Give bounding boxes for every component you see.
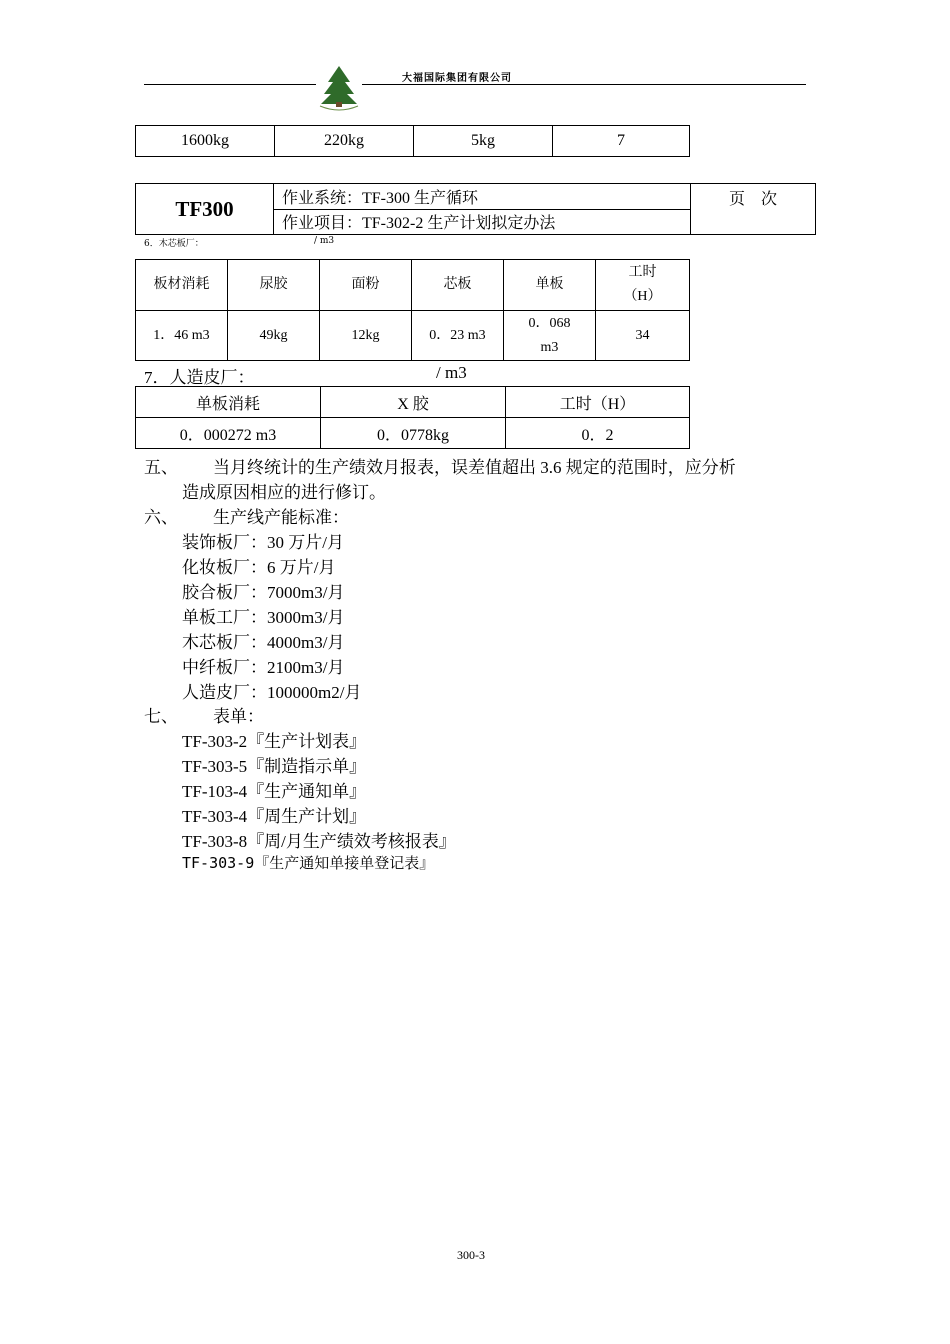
table-cell: 0．068 m3 xyxy=(504,311,596,361)
table-header: 单板消耗 xyxy=(136,387,321,418)
table-cell: 7 xyxy=(553,126,690,157)
table-header: X 胶 xyxy=(321,387,506,418)
table-cell: 5kg xyxy=(414,126,553,157)
table-header: 工时 （H） xyxy=(596,260,690,311)
para5-line1: 当月终统计的生产绩效月报表，误差值超出 3.6 规定的范围时，应分析 xyxy=(213,458,736,477)
title-block xyxy=(135,183,816,235)
section6-unit: / m3 xyxy=(314,236,335,246)
form-item: TF-303-8『周/月生产绩效考核报表』 xyxy=(182,832,456,851)
capacity-item: 中纤板厂：2100m3/月 xyxy=(182,658,345,677)
table-header: 尿胶 xyxy=(228,260,320,311)
table-cell: 0．000272 m3 xyxy=(136,418,321,449)
capacity-item: 化妆板厂：6 万片/月 xyxy=(182,558,336,577)
doc-system: 作业系统：TF-300 生产循环 xyxy=(274,184,691,210)
tree-logo-icon xyxy=(316,64,362,112)
form-item: TF-303-4『周生产计划』 xyxy=(182,807,367,826)
table-cell: 0．23 m3 xyxy=(412,311,504,361)
table-header: 工时（H） xyxy=(506,387,690,418)
artificial-leather-table xyxy=(135,386,690,449)
section7-label: 7．人造皮厂： xyxy=(144,368,255,387)
header-rule-right xyxy=(362,84,806,85)
form-item: TF-303-5『制造指示单』 xyxy=(182,757,367,776)
para7-title: 表单： xyxy=(213,707,264,726)
doc-code: TF300 xyxy=(136,184,274,235)
para5-number: 五、 xyxy=(144,458,178,477)
para5-line2: 造成原因相应的进行修订。 xyxy=(182,483,386,502)
top-values-table xyxy=(135,125,690,157)
para6-number: 六、 xyxy=(144,508,178,527)
table-row xyxy=(136,260,690,311)
header-rule-left xyxy=(144,84,316,85)
table-row xyxy=(136,126,690,157)
company-name: 大福国际集团有限公司 xyxy=(402,73,512,84)
form-item: TF-303-2『生产计划表』 xyxy=(182,732,367,751)
table-row xyxy=(136,311,690,361)
section7-unit: / m3 xyxy=(436,363,467,382)
table-cell: 49kg xyxy=(228,311,320,361)
table-cell: 1600kg xyxy=(136,126,275,157)
table-header: 板材消耗 xyxy=(136,260,228,311)
page-number: 300-3 xyxy=(457,1248,485,1262)
capacity-item: 胶合板厂：7000m3/月 xyxy=(182,583,345,602)
table-cell: 1．46 m3 xyxy=(136,311,228,361)
section6-label: 6．木芯板厂： xyxy=(144,239,204,249)
capacity-item: 装饰板厂：30 万片/月 xyxy=(182,533,344,552)
page-label: 页 次 xyxy=(691,184,816,235)
table-cell: 0．0778kg xyxy=(321,418,506,449)
para6-title: 生产线产能标准： xyxy=(213,508,349,527)
table-row xyxy=(136,387,690,418)
para7-number: 七、 xyxy=(144,707,178,726)
table-row xyxy=(136,418,690,449)
table-header: 芯板 xyxy=(412,260,504,311)
table-cell: 220kg xyxy=(275,126,414,157)
capacity-item: 人造皮厂：100000m2/月 xyxy=(182,683,362,702)
capacity-item: 木芯板厂：4000m3/月 xyxy=(182,633,345,652)
table-header: 单板 xyxy=(504,260,596,311)
table-header: 面粉 xyxy=(320,260,412,311)
table-cell: 12kg xyxy=(320,311,412,361)
capacity-item: 单板工厂：3000m3/月 xyxy=(182,608,345,627)
table-cell: 0．2 xyxy=(506,418,690,449)
table-cell: 34 xyxy=(596,311,690,361)
form-item: TF-103-4『生产通知单』 xyxy=(182,782,367,801)
doc-item: 作业项目：TF-302-2 生产计划拟定办法 xyxy=(274,209,691,235)
mucore-table xyxy=(135,259,690,361)
form-item: TF-303-9『生产通知单接单登记表』 xyxy=(182,854,435,872)
